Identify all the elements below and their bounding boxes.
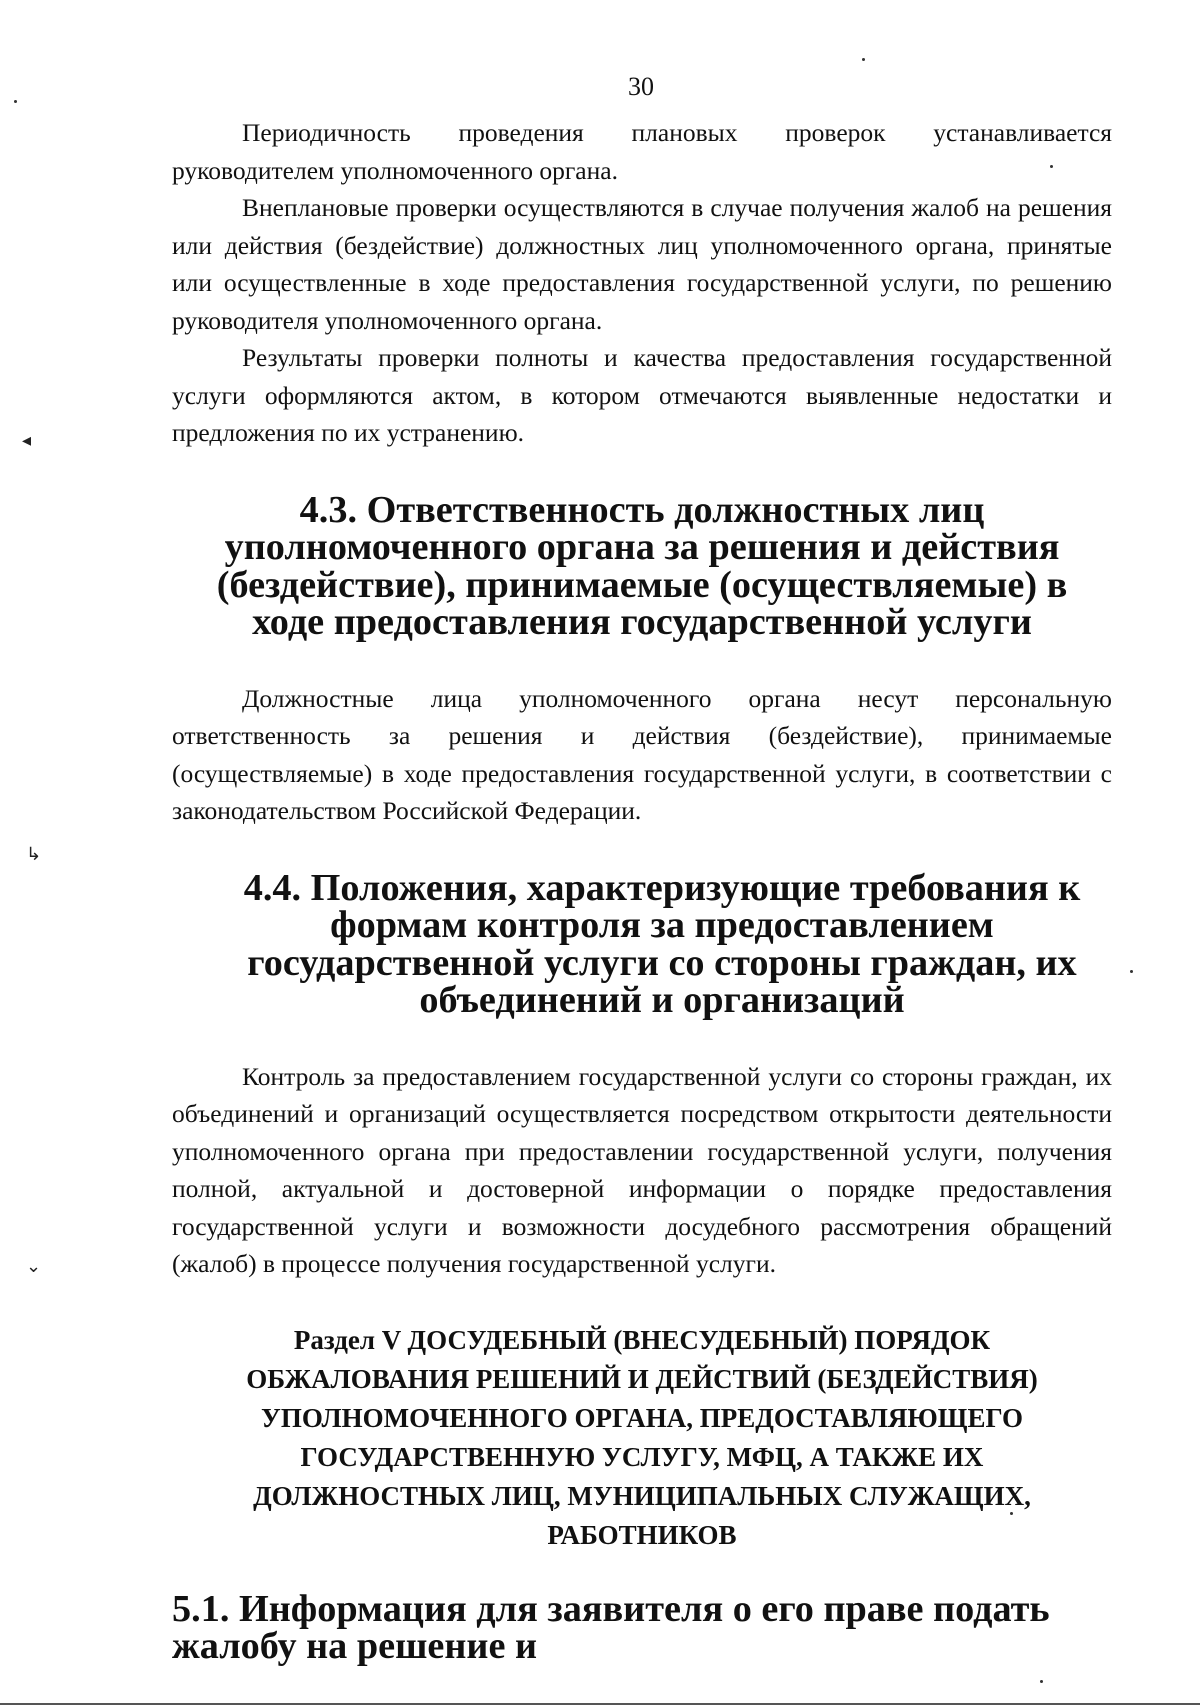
scan-bottom-edge bbox=[0, 1703, 1200, 1705]
scan-mark: ↳ bbox=[26, 844, 42, 865]
scan-speck bbox=[14, 100, 17, 103]
paragraph-unplanned-checks: Внеплановые проверки осуществляются в случае получения жалоб на решения или действия (бездействие) должностных лиц уполномоченного органа, принятые или осуществленные в ходе предоставления государственной услуги, по решению руководителя уполномоченного органа. bbox=[172, 193, 1112, 335]
scan-speck bbox=[1040, 1680, 1043, 1683]
heading-4-4: 4.4. Положения, характеризующие требования к формам контроля за предоставлением государственной услуги со стороны граждан, их объединений и организаций bbox=[243, 866, 1081, 1021]
heading-4-3: 4.3. Ответственность должностных лиц уполномоченного органа за решения и действия (бездействие), принимаемые (осуществляемые) в ходе предоставления государственной услуги bbox=[216, 488, 1068, 643]
paragraph-planned-checks: Периодичность проведения плановых проверок устанавливается руководителем уполномоченного органа. bbox=[172, 118, 1112, 185]
page-number: 30 bbox=[628, 72, 654, 101]
scan-speck bbox=[1010, 1512, 1013, 1515]
page-content bbox=[172, 114, 1112, 1666]
paragraph-responsibility: Должностные лица уполномоченного органа несут персональную ответственность за решения и действия (бездействие), принимаемые (осуществляемые) в ходе предоставления государственной услуги, в соответствии с законодательством Российской Федерации. bbox=[172, 683, 1112, 825]
scan-mark: ◂ bbox=[22, 430, 32, 451]
paragraph-public-control: Контроль за предоставлением государственной услуги со стороны граждан, их объединений и организаций осуществляется посредством открытости деятельности уполномоченного органа при предоставлении государственной услуги, получения полной, актуальной и достоверной информации о порядке предоставления государственной услуги и возможности досудебного рассмотрения обращений (жалоб) в процессе получения государственной услуги. bbox=[172, 1061, 1112, 1278]
scan-speck bbox=[862, 58, 865, 61]
section-5-heading: Раздел V ДОСУДЕБНЫЙ (ВНЕСУДЕБНЫЙ) ПОРЯДОК ОБЖАЛОВАНИЯ РЕШЕНИЙ И ДЕЙСТВИЙ (БЕЗДЕЙСТВИЯ) УПОЛНОМОЧЕННОГО ОРГАНА, ПРЕДОСТАВЛЯЮЩЕГО ГОСУДАРСТВЕННУЮ УСЛУГУ, МФЦ, А ТАКЖЕ ИХ ДОЛЖНОСТНЫХ ЛИЦ, МУНИЦИПАЛЬНЫХ СЛУЖАЩИХ, РАБОТНИКОВ bbox=[246, 1324, 1038, 1550]
heading-5-1: 5.1. Информация для заявителя о его праве подать жалобу на решение и bbox=[172, 1587, 1050, 1667]
paragraph-check-results: Результаты проверки полноты и качества предоставления государственной услуги оформляются актом, в котором отмечаются выявленные недостатки и предложения по их устранению. bbox=[172, 343, 1112, 447]
scan-mark: ⌄ bbox=[26, 1256, 42, 1277]
scan-speck bbox=[1130, 970, 1133, 973]
scan-speck bbox=[1050, 165, 1053, 168]
